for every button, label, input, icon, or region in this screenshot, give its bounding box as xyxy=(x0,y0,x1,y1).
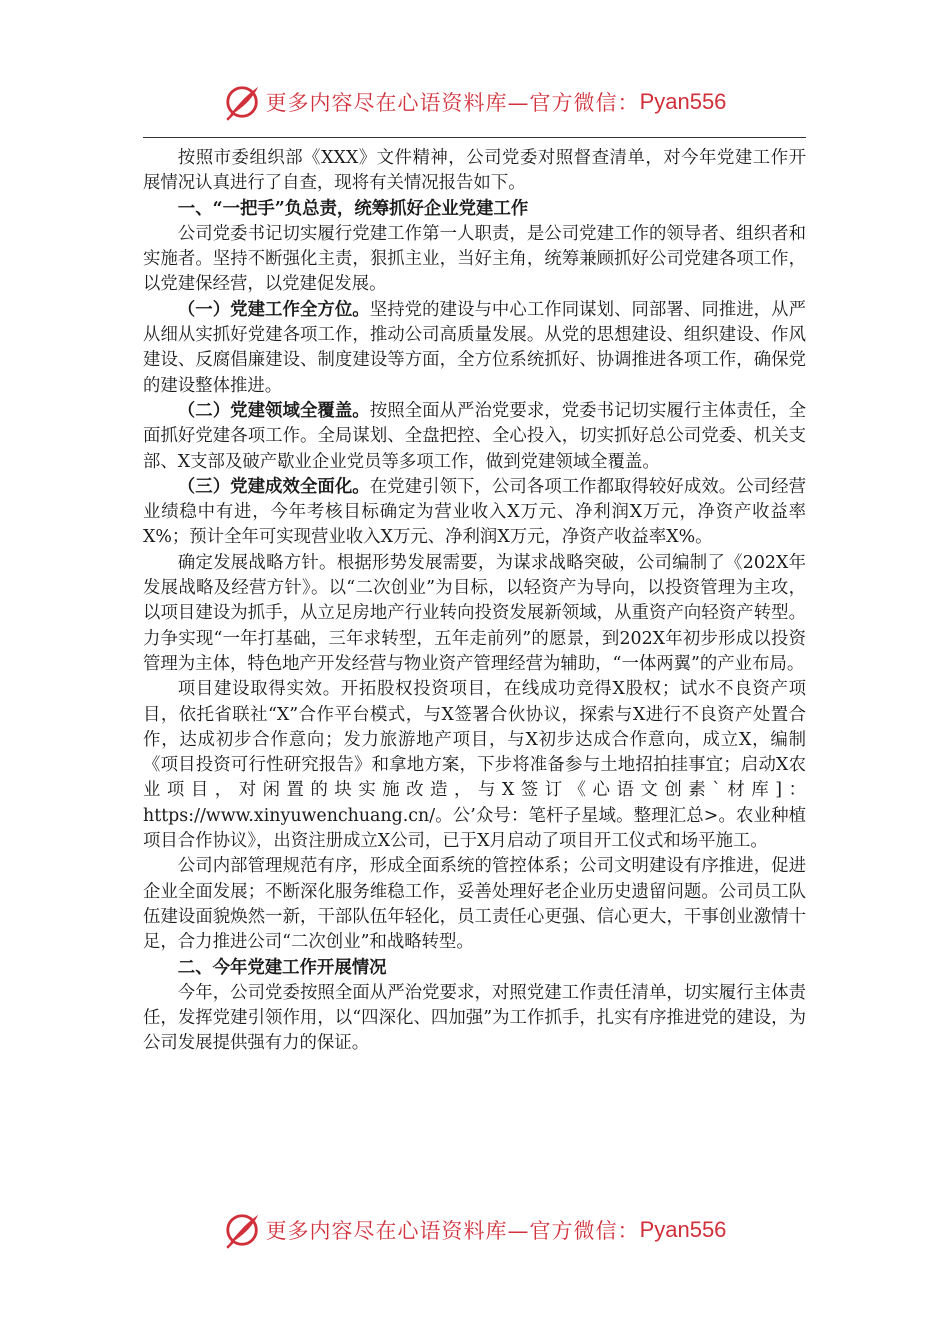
item2-paragraph xyxy=(143,399,806,475)
item1-title: （一）党建工作全方位。 xyxy=(177,299,370,320)
banner-wechat-id: Pyan556 xyxy=(639,1217,727,1242)
item3-paragraph xyxy=(143,475,806,551)
banner-text: 更多内容尽在心语资料库—官方微信： xyxy=(265,1219,640,1243)
feather-pen-logo-icon xyxy=(224,1211,262,1249)
item2-body: 按照全面从严治党要求，党委书记切实履行主体责任，全面抓好党建各项工作。全局谋划、全盘把控、全心投入，切实抓好总公司党委、机关支部、X支部及破产歇业企业党员等多项工作，做到党建领域全覆盖。 xyxy=(143,400,806,472)
management-paragraph: 公司内部管理规范有序，形成全面系统的管控体系；公司文明建设有序推进，促进企业全面发展；不断深化服务维稳工作，妥善处理好老企业历史遗留问题。公司员工队伍建设面貌焕然一新，干部队伍年轻化，员工责任心更强、信心更大，干事创业激情十足，合力推进公司“二次创业”和战略转型。 xyxy=(143,856,806,953)
header-banner xyxy=(0,82,950,122)
feather-pen-logo-icon xyxy=(224,83,262,121)
footer-banner xyxy=(0,1210,950,1250)
strategy-paragraph: 确定发展战略方针。根据形势发展需要，为谋求战略突破，公司编制了《202X年发展战略及经营方针》。以“二次创业”为目标，以轻资产为导向，以投资管理为主攻，以项目建设为抓手，从立足房地产行业转向投资发展新领域，从重资产向轻资产转型。力争实现“一年打基础，三年求转型，五年走前列”的愿景，到202X年初步形成以投资管理为主体，特色地产开发经营与物业资产管理经营为辅助，“一体两翼”的产业布局。 xyxy=(143,552,806,674)
banner-wechat-id: Pyan556 xyxy=(639,89,727,114)
document-body xyxy=(143,146,806,1057)
section1-paragraph: 公司党委书记切实履行党建工作第一人职责，是公司党建工作的领导者、组织者和实施者。坚持不断强化主责，狠抓主业，当好主角，统筹兼顾抓好公司党建各项工作，以党建保经营，以党建促发展。 xyxy=(143,223,806,295)
item1-paragraph xyxy=(143,298,806,399)
item3-title: （三）党建成效全面化。 xyxy=(177,476,370,497)
item2-title: （二）党建领域全覆盖。 xyxy=(177,400,370,421)
banner-text: 更多内容尽在心语资料库—官方微信： xyxy=(265,91,640,115)
intro-paragraph: 按照市委组织部《XXX》文件精神，公司党委对照督查清单，对今年党建工作开展情况认真进行了自查，现将有关情况报告如下。 xyxy=(143,148,806,194)
section2-paragraph: 今年，公司党委按照全面从严治党要求，对照党建工作责任清单，切实履行主体责任，发挥党建引领作用，以“四深化、四加强”为工作抓手，扎实有序推进党的建设，为公司发展提供强有力的保证。 xyxy=(143,982,806,1054)
header-divider xyxy=(143,137,806,138)
section2-heading: 二、今年党建工作开展情况 xyxy=(177,957,387,978)
item3-body: 在党建引领下，公司各项工作都取得较好成效。公司经营业绩稳中有进，今年考核目标确定为营业收入X万元、净利润X万元，净资产收益率X%；预计全年可实现营业收入X万元、净利润X万元，净资产收益率X%。 xyxy=(143,476,806,548)
project-paragraph: 项目建设取得实效。开拓股权投资项目，在线成功竞得X股权；试水不良资产项目，依托省联社“X”合作平台模式，与X签署合伙协议，探索与X进行不良资产处置合作，达成初步合作意向；发力旅游地产项目，与X初步达成合作意向，成立X，编制《项目投资可行性研究报告》和拿地方案，下步将准备参与土地招拍挂事宜；启动X农业项目，对闲置的块实施改造，与X签订《心语文创素`材库]：https://www.xinyuwenchuang.cn/。公’众号：笔杆子星域。整理汇总>。农业种植项目合作协议》，出资注册成立X公司，已于X月启动了项目开工仪式和场平施工。 xyxy=(143,679,806,852)
item1-body: 坚持党的建设与中心工作同谋划、同部署、同推进，从严从细从实抓好党建各项工作，推动公司高质量发展。从党的思想建设、组织建设、作风建设、反腐倡廉建设、制度建设等方面，全方位系统抓好、协调推进各项工作，确保党的建设整体推进。 xyxy=(143,299,806,396)
section1-heading: 一、“一把手”负总责，统筹抓好企业党建工作 xyxy=(177,198,529,219)
